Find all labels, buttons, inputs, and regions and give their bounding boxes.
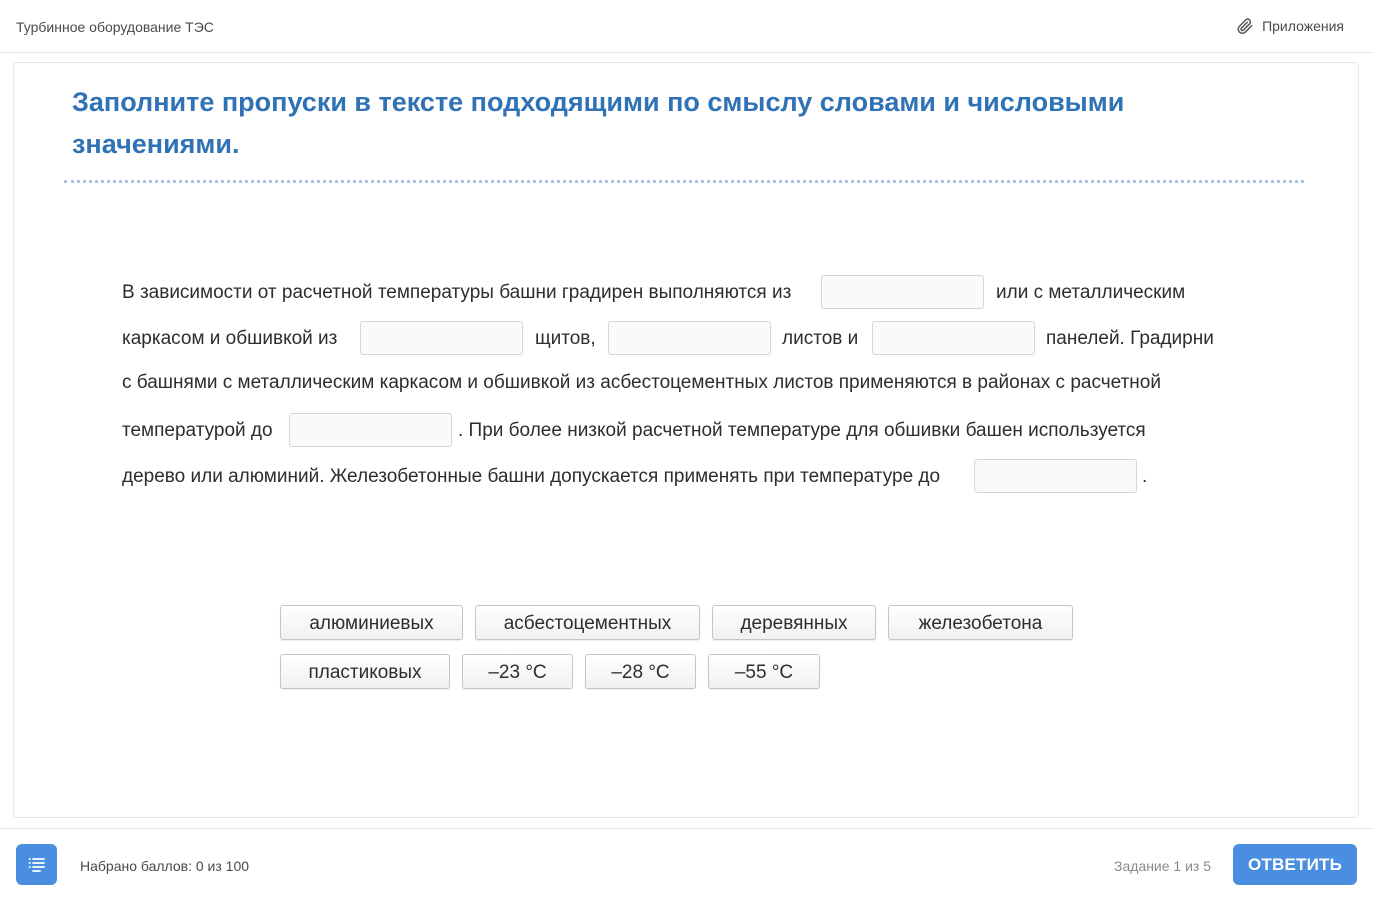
option-chip[interactable]: –28 °C [585, 654, 696, 689]
task-progress: Задание 1 из 5 [1114, 858, 1212, 874]
drop-blank[interactable] [872, 321, 1035, 355]
heading-divider [64, 180, 1304, 183]
options-row [280, 654, 1080, 703]
drop-blank[interactable] [289, 413, 452, 447]
passage-text: . [1142, 466, 1148, 487]
attachments-label: Приложения [1262, 18, 1344, 34]
passage [122, 271, 1232, 501]
option-chip[interactable]: железобетона [888, 605, 1073, 640]
option-chip[interactable]: асбестоцементных [475, 605, 700, 640]
answer-options [280, 605, 1080, 703]
passage-text: дерево или алюминий. Железобетонные башни допускается применять при температуре до [122, 466, 941, 487]
score-text: Набрано баллов: 0 из 100 [80, 858, 250, 874]
option-chip[interactable]: деревянных [712, 605, 876, 640]
passage-text: щитов, [535, 328, 596, 349]
drop-blank[interactable] [608, 321, 771, 355]
passage-text: каркасом и обшивкой из [122, 328, 338, 349]
task-list-button[interactable] [16, 844, 57, 885]
passage-line [122, 455, 1232, 501]
options-row [280, 605, 1080, 654]
course-title: Турбинное оборудование ТЭС [16, 19, 214, 35]
drop-blank[interactable] [821, 275, 984, 309]
passage-text: с башнями с металлическим каркасом и обшивкой из асбестоцементных листов применяются в районах с расчетной [122, 372, 1161, 393]
attachments-button[interactable] [1236, 17, 1344, 35]
option-chip[interactable]: –23 °C [462, 654, 573, 689]
passage-text: листов и [782, 328, 859, 349]
drop-blank[interactable] [360, 321, 523, 355]
answer-button[interactable]: ОТВЕТИТЬ [1233, 844, 1357, 885]
drop-blank[interactable] [974, 459, 1137, 493]
list-icon [28, 857, 46, 873]
passage-text: температурой до [122, 420, 273, 441]
passage-line [122, 363, 1232, 409]
passage-line [122, 271, 1232, 317]
passage-text: или с металлическим [996, 282, 1186, 303]
option-chip[interactable]: алюминиевых [280, 605, 463, 640]
task-card [13, 62, 1359, 818]
task-heading: Заполните пропуски в тексте подходящими по смыслу словами и числовыми значениями. [72, 87, 1125, 159]
option-chip[interactable]: пластиковых [280, 654, 450, 689]
passage-line [122, 409, 1232, 455]
passage-text: . При более низкой расчетной температуре для обшивки башен используется [458, 420, 1146, 441]
passage-line [122, 317, 1232, 363]
top-bar [0, 0, 1373, 53]
paperclip-icon [1236, 17, 1254, 35]
option-chip[interactable]: –55 °C [708, 654, 820, 689]
passage-text: панелей. Градирни [1046, 328, 1214, 349]
footer-bar [0, 828, 1373, 899]
passage-text: В зависимости от расчетной температуры башни градирен выполняются из [122, 282, 792, 303]
